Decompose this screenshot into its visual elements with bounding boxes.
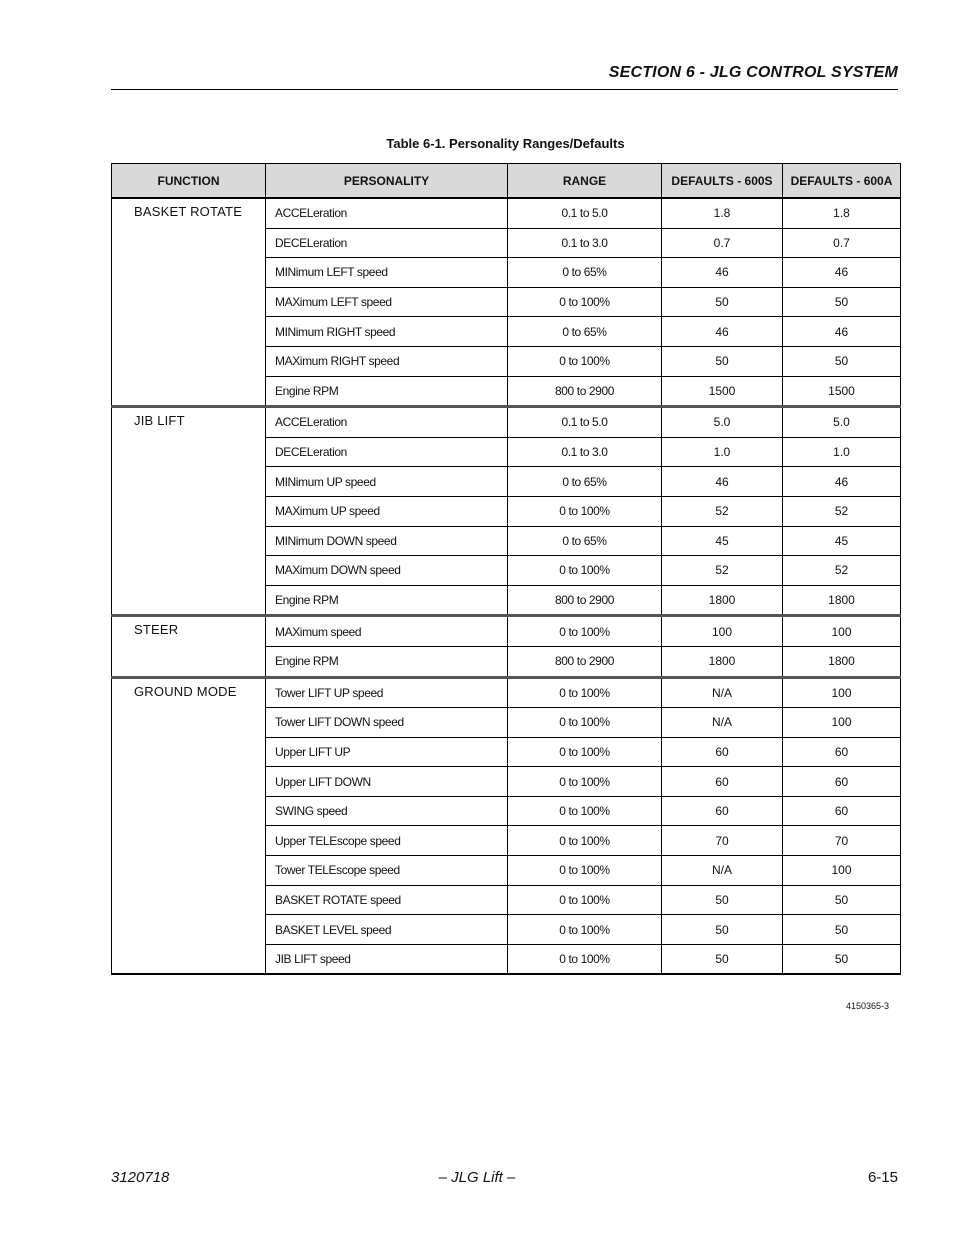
default-600s-cell: 45 — [662, 526, 783, 556]
table-row — [112, 198, 901, 228]
personality-cell: Tower LIFT UP speed — [266, 677, 508, 708]
default-600a-cell: 1800 — [783, 646, 901, 677]
default-600a-cell: 46 — [783, 467, 901, 497]
default-600a-cell: 70 — [783, 826, 901, 856]
range-cell: 0 to 100% — [508, 708, 662, 738]
range-cell: 0.1 to 3.0 — [508, 228, 662, 258]
function-group — [112, 198, 901, 407]
range-cell: 0 to 65% — [508, 467, 662, 497]
default-600a-cell: 60 — [783, 737, 901, 767]
personality-cell: MAXimum DOWN speed — [266, 556, 508, 586]
personality-cell: DECELeration — [266, 228, 508, 258]
footer-page-number: 6-15 — [867, 1169, 898, 1186]
default-600a-cell: 50 — [783, 885, 901, 915]
column-header-function: FUNCTION — [112, 164, 266, 199]
default-600a-cell: 1.0 — [783, 437, 901, 467]
range-cell: 0 to 65% — [508, 526, 662, 556]
default-600a-cell: 52 — [783, 496, 901, 526]
range-cell: 0 to 100% — [508, 287, 662, 317]
personality-cell: JIB LIFT speed — [266, 944, 508, 974]
range-cell: 0 to 100% — [508, 767, 662, 797]
function-group — [112, 616, 901, 677]
default-600a-cell: 50 — [783, 346, 901, 376]
personality-cell: Engine RPM — [266, 585, 508, 616]
personality-cell: Engine RPM — [266, 646, 508, 677]
personality-cell: ACCELeration — [266, 407, 508, 438]
default-600s-cell: 5.0 — [662, 407, 783, 438]
default-600s-cell: N/A — [662, 677, 783, 708]
default-600a-cell: 50 — [783, 287, 901, 317]
personality-cell: SWING speed — [266, 796, 508, 826]
function-group — [112, 407, 901, 616]
personality-cell: MINimum UP speed — [266, 467, 508, 497]
default-600s-cell: 50 — [662, 346, 783, 376]
range-cell: 0 to 100% — [508, 856, 662, 886]
range-cell: 0 to 100% — [508, 496, 662, 526]
default-600s-cell: 1800 — [662, 585, 783, 616]
default-600a-cell: 45 — [783, 526, 901, 556]
range-cell: 0.1 to 5.0 — [508, 198, 662, 228]
figure-number: 4150365-3 — [845, 1001, 889, 1011]
default-600s-cell: 52 — [662, 496, 783, 526]
default-600s-cell: 46 — [662, 258, 783, 288]
range-cell: 800 to 2900 — [508, 376, 662, 407]
column-header-range: RANGE — [508, 164, 662, 199]
column-header-defaults-600a: DEFAULTS - 600A — [783, 164, 901, 199]
personality-cell: Tower TELEscope speed — [266, 856, 508, 886]
default-600a-cell: 50 — [783, 915, 901, 945]
personality-cell: Upper LIFT UP — [266, 737, 508, 767]
default-600s-cell: 46 — [662, 317, 783, 347]
range-cell: 0.1 to 5.0 — [508, 407, 662, 438]
default-600s-cell: 50 — [662, 287, 783, 317]
personality-cell: MINimum DOWN speed — [266, 526, 508, 556]
range-cell: 800 to 2900 — [508, 646, 662, 677]
default-600s-cell: 50 — [662, 885, 783, 915]
range-cell: 0 to 100% — [508, 346, 662, 376]
personality-cell: DECELeration — [266, 437, 508, 467]
default-600s-cell: 46 — [662, 467, 783, 497]
default-600s-cell: 60 — [662, 796, 783, 826]
range-cell: 0 to 65% — [508, 258, 662, 288]
personality-cell: ACCELeration — [266, 198, 508, 228]
personality-cell: MINimum LEFT speed — [266, 258, 508, 288]
column-header-defaults-600s: DEFAULTS - 600S — [662, 164, 783, 199]
range-cell: 0 to 100% — [508, 796, 662, 826]
personality-cell: Engine RPM — [266, 376, 508, 407]
personality-cell: Upper LIFT DOWN — [266, 767, 508, 797]
range-cell: 800 to 2900 — [508, 585, 662, 616]
personality-cell: MINimum RIGHT speed — [266, 317, 508, 347]
range-cell: 0 to 100% — [508, 826, 662, 856]
default-600a-cell: 50 — [783, 944, 901, 974]
personality-cell: MAXimum speed — [266, 616, 508, 647]
personality-cell: BASKET ROTATE speed — [266, 885, 508, 915]
table-row — [112, 616, 901, 647]
personality-cell: Tower LIFT DOWN speed — [266, 708, 508, 738]
range-cell: 0 to 65% — [508, 317, 662, 347]
default-600a-cell: 1.8 — [783, 198, 901, 228]
default-600a-cell: 1800 — [783, 585, 901, 616]
section-header: SECTION 6 - JLG CONTROL SYSTEM — [608, 64, 898, 81]
default-600a-cell: 52 — [783, 556, 901, 586]
default-600a-cell: 60 — [783, 767, 901, 797]
function-cell: BASKET ROTATE — [112, 198, 266, 407]
default-600s-cell: 50 — [662, 944, 783, 974]
default-600a-cell: 1500 — [783, 376, 901, 407]
column-header-personality: PERSONALITY — [266, 164, 508, 199]
default-600a-cell: 46 — [783, 317, 901, 347]
range-cell: 0 to 100% — [508, 944, 662, 974]
default-600s-cell: 60 — [662, 767, 783, 797]
table-header — [112, 164, 901, 199]
range-cell: 0 to 100% — [508, 677, 662, 708]
default-600a-cell: 100 — [783, 856, 901, 886]
table-row — [112, 407, 901, 438]
function-cell: GROUND MODE — [112, 677, 266, 974]
personality-cell: MAXimum RIGHT speed — [266, 346, 508, 376]
personality-table — [111, 163, 901, 975]
default-600a-cell: 100 — [783, 708, 901, 738]
default-600a-cell: 5.0 — [783, 407, 901, 438]
default-600a-cell: 46 — [783, 258, 901, 288]
personality-cell: MAXimum LEFT speed — [266, 287, 508, 317]
default-600s-cell: 70 — [662, 826, 783, 856]
function-cell: STEER — [112, 616, 266, 677]
default-600s-cell: 0.7 — [662, 228, 783, 258]
range-cell: 0 to 100% — [508, 556, 662, 586]
default-600s-cell: 52 — [662, 556, 783, 586]
table-row — [112, 677, 901, 708]
range-cell: 0 to 100% — [508, 737, 662, 767]
default-600s-cell: 1800 — [662, 646, 783, 677]
range-cell: 0 to 100% — [508, 885, 662, 915]
table-title: Table 6-1. Personality Ranges/Defaults — [386, 136, 625, 151]
range-cell: 0 to 100% — [508, 616, 662, 647]
range-cell: 0 to 100% — [508, 915, 662, 945]
default-600s-cell: N/A — [662, 856, 783, 886]
header-row — [112, 164, 901, 199]
footer-center-text: – JLG Lift – — [438, 1169, 516, 1186]
personality-cell: MAXimum UP speed — [266, 496, 508, 526]
default-600s-cell: 50 — [662, 915, 783, 945]
personality-cell: BASKET LEVEL speed — [266, 915, 508, 945]
default-600s-cell: 100 — [662, 616, 783, 647]
default-600s-cell: N/A — [662, 708, 783, 738]
personality-cell: Upper TELEscope speed — [266, 826, 508, 856]
default-600a-cell: 100 — [783, 677, 901, 708]
header-divider — [111, 89, 898, 90]
default-600s-cell: 60 — [662, 737, 783, 767]
footer-doc-number: 3120718 — [111, 1169, 170, 1186]
default-600s-cell: 1.0 — [662, 437, 783, 467]
range-cell: 0.1 to 3.0 — [508, 437, 662, 467]
default-600a-cell: 60 — [783, 796, 901, 826]
default-600s-cell: 1500 — [662, 376, 783, 407]
default-600a-cell: 0.7 — [783, 228, 901, 258]
default-600a-cell: 100 — [783, 616, 901, 647]
function-group — [112, 677, 901, 974]
function-cell: JIB LIFT — [112, 407, 266, 616]
default-600s-cell: 1.8 — [662, 198, 783, 228]
